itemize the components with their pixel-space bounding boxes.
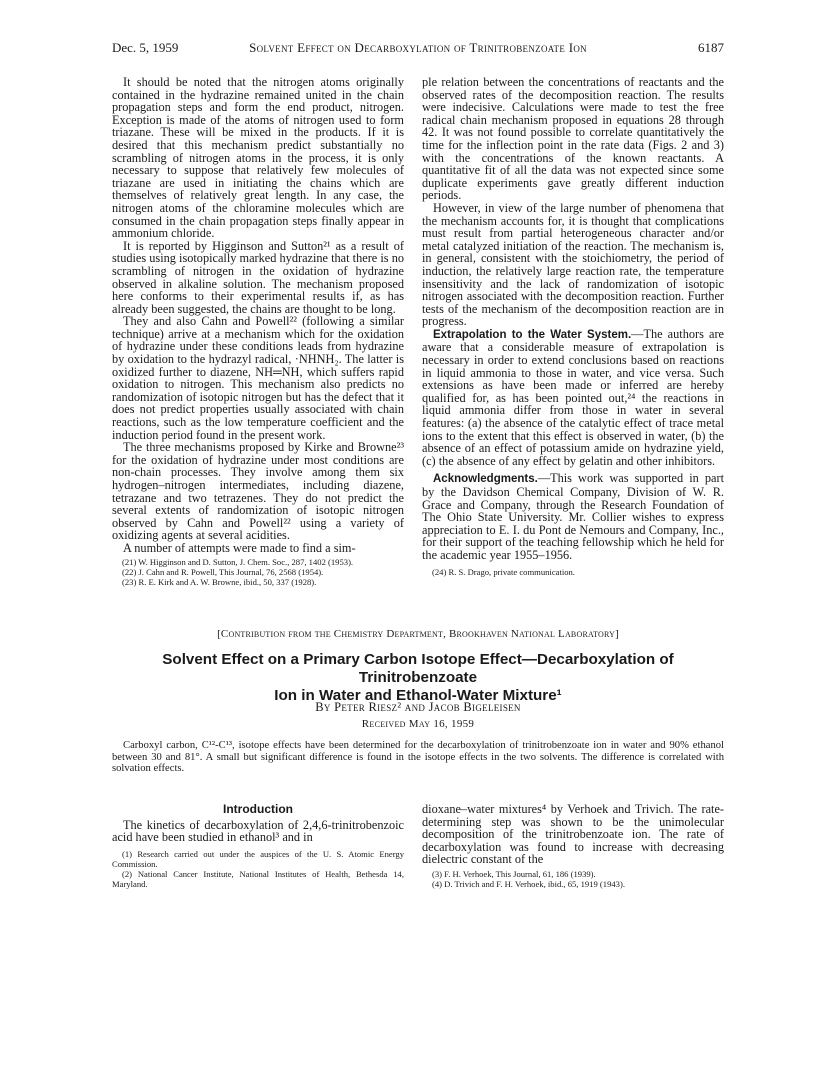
paragraph: The three mechanisms proposed by Kirke and Browne²³ for the oxidation of hydrazine under most conditions are non-chain processes. They involve among them six hydrogen–nitrogen intermediates, including diazene, tetrazane and two tetrazenes. They do not predict the several extents of randomization of isotopic nitrogen observed by Cahn and Powell²² using a variety of oxidizing agents at several acidities. [112, 440, 404, 543]
footnotes [112, 849, 404, 889]
abstract [112, 740, 724, 775]
paragraph [422, 328, 724, 468]
paragraph: They and also Cahn and Powell²² (following a similar technique) arrive at a mechanism which for the oxidation of hydrazine under these conditions leads from hydrazine by oxidation to the hydrazyl radical, ·NHNH₂. The latter is oxidized further to diazene, NH═NH, which suffers rapid oxidation to nitrogen. This mechanism also predicts no randomization of isotopic nitrogen but has the defect that it does not predict properties usually associated with chain reactions, such as the low temperature coefficient and the induction period found in the present work. [112, 314, 404, 442]
footnote: (3) F. H. Verhoek, This Journal, 61, 186 (1939). [432, 868, 596, 879]
received-date: Received May 16, 1959 [361, 718, 475, 730]
page-number: 6187 [698, 40, 724, 55]
section-runhead: Acknowledgments. [433, 473, 538, 486]
footnote: (23) R. E. Kirk and A. W. Browne, ibid., 50, 337 (1928). [122, 576, 317, 587]
article-title [112, 651, 724, 705]
footnotes [422, 567, 724, 577]
section-heading: Introduction [223, 802, 293, 816]
section-text: —The authors are aware that a considerable measure of extrapolation is necessary in order to extend conclusions based on reactions in liquid ammonia to those in water, and vice versa. Such extensions as have been made or inferred are hereby qualified for, as has been pointed out,²⁴ the reactions in liquid ammonia differ from those in water in several features: (a) the absence of the catalytic effect of trace metal ions to the extent that this effect is observed in water, (b) the absence of an effect of potassium amide on hydrazine yield, (c) the absence of any effect by gelatin and other inhibitors. [422, 326, 725, 468]
section-text: —This work was supported in part by the Davidson Chemical Company, Division of W. R. Grace and Company, through the Research Foundation of The Ohio State University. Mr. Collier wishes to express appreciation to E. I. du Pont de Nemours and Company, Inc., for their support of the teaching fellowship which he held for the academic year 1955–1956. [422, 471, 724, 562]
authors: By Peter Riesz² and Jacob Bigeleisen [315, 700, 521, 714]
footnote: (22) J. Cahn and R. Powell, This Journal, 76, 2568 (1954). [122, 566, 324, 577]
paragraph: dioxane–water mixtures⁴ by Verhoek and Trivich. The rate-determining step was shown to be the unimolecular decomposition of the trinitrobenzoate ion. The rate of decarboxylation was found to increase with decreasing dielectric constant of the [422, 802, 724, 867]
paragraph [422, 472, 724, 561]
footnote: (1) Research carried out under the auspices of the U. S. Atomic Energy Commission. [112, 848, 404, 869]
paragraph: It is reported by Higginson and Sutton²¹ as a result of studies using isotopically marked hydrazine that there is no scrambling of nitrogen in the oxidation of hydrazine observed in alkaline solution. The mechanism proposed here conforms to their experimental results if, as has already been suggested, the chains are thought to be long. [112, 238, 404, 316]
footnote: (4) D. Trivich and F. H. Verhoek, ibid., 65, 1919 (1943). [432, 878, 625, 889]
paragraph: A number of attempts were made to find a sim- [123, 540, 356, 555]
contribution-line: [Contribution from the Chemistry Department, Brookhaven National Laboratory] [217, 628, 619, 640]
running-title: Solvent Effect on Decarboxylation of Trinitrobenzoate Ion [249, 40, 587, 55]
header-date: Dec. 5, 1959 [112, 40, 179, 55]
paragraph: However, in view of the large number of phenomena that the mechanism accounts for, it is thought that complications must result from partial heterogeneous character and/or metal catalyzed initiation of the reaction. The mechanism is, in general, consistent with the stoichiometry, the period of induction, the relatively large reaction rate, the temperature insensitivity and the lack of randomization of isotopic nitrogen associated with the decomposition reaction. Further tests of the mechanism of the decomposition reaction are in progress. [422, 200, 724, 329]
upper-right-column [422, 76, 724, 577]
upper-left-column [112, 76, 404, 587]
title-line: Solvent Effect on a Primary Carbon Isotope Effect—Decarboxylation of Trinitrobenzoate [162, 651, 674, 686]
paragraph: It should be noted that the nitrogen atoms originally contained in the hydrazine remained united in the chain propagation steps and form the end product, nitrogen. Exception is made of the atoms of nitrogen used to form triazane. These will be mixed in the products. If it is desired that this mechanism predict substantially no scrambling of nitrogen atoms in the process, it is only necessary to suppose that relatively few molecules of triazane are used in initiating the chains which are themselves of relatively great length. In any case, the nitrogen atoms of the chloramine molecules which are consumed in the chain propagation steps finally appear in ammonium chloride. [112, 75, 404, 241]
paragraph: ple relation between the concentrations of reactants and the observed rates of the decomposition reaction. The results were indecisive. Calculations were made to test the free radical chain mechanism proposed in equations 28 through 42. It was not found possible to correlate quantitatively the time for the inflection point in the rate data (Figs. 2 and 3) with the concentrations of the known reactants. A quantitative fit of all the data was not expected since some duplicate experiments gave greatly different induction periods. [422, 75, 724, 203]
footnotes [422, 869, 724, 889]
lower-left-column [112, 803, 404, 889]
footnote: (2) National Cancer Institute, National Institutes of Health, Bethesda 14, Maryland. [112, 868, 404, 889]
section-runhead: Extrapolation to the Water System. [433, 328, 632, 341]
page-header [112, 40, 724, 56]
title-line: Ion in Water and Ethanol-Water Mixture¹ [274, 687, 562, 704]
footnotes [112, 557, 404, 587]
lower-right-column [422, 803, 724, 889]
footnote: (24) R. S. Drago, private communication. [432, 566, 575, 577]
footnote: (21) W. Higginson and D. Sutton, J. Chem. Soc., 287, 1402 (1953). [122, 556, 354, 567]
paragraph: The kinetics of decarboxylation of 2,4,6-trinitrobenzoic acid have been studied in ethanol³ and in [112, 817, 404, 845]
abstract-text: Carboxyl carbon, C¹²-C¹³, isotope effects have been determined for the decarboxylation of trinitrobenzoate ion in water and 90% ethanol between 30 and 81°. A small but significant difference is found in the isotope effects in the two solvents. The difference is correlated with solvation effects. [112, 740, 724, 775]
